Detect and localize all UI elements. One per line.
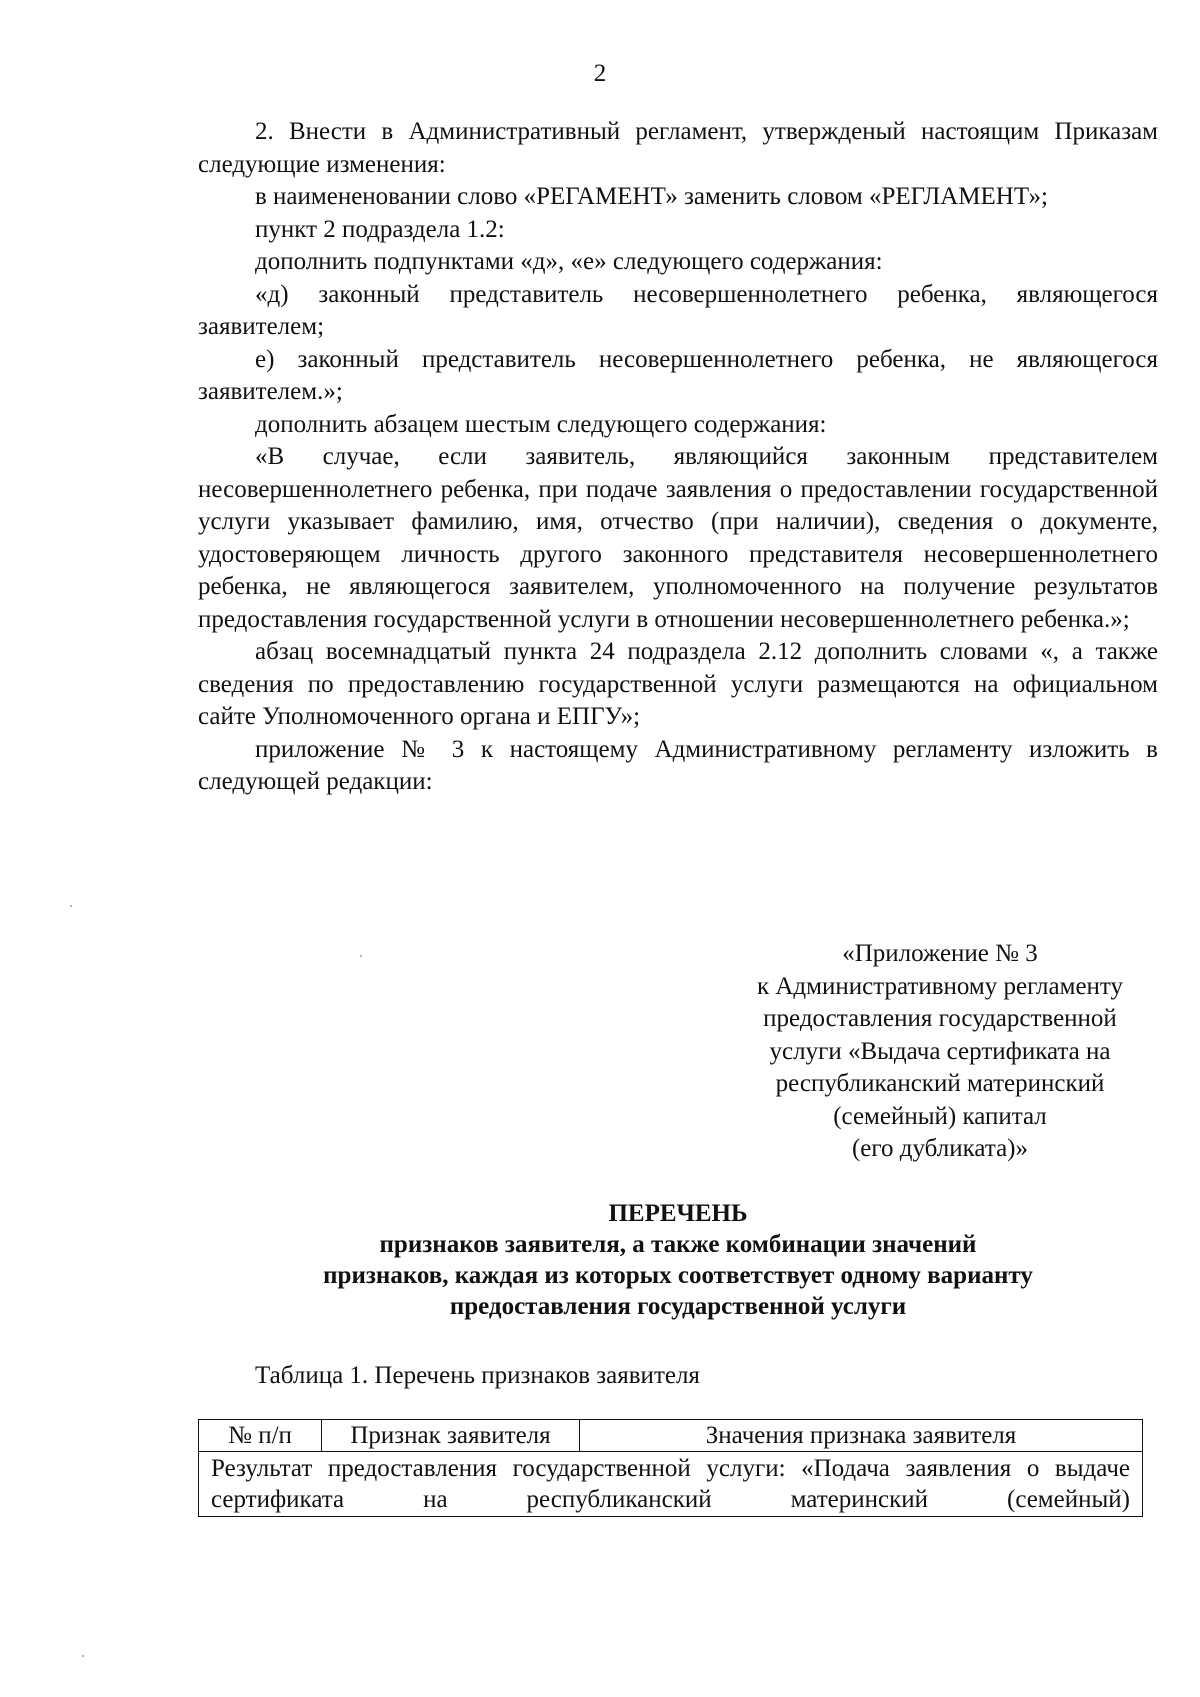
paragraph-quote: «В случае, если заявитель, являющийся законным представителем несовершеннолетнего ребенка, при подаче заявления о предоставлении государственной услуги указывает фамилию, имя, отчество (при наличии), сведения о документе, удостоверяющем личность другого законного представителя несовершеннолетнего ребенка, не являющегося заявителем, уполномоченного на получение результатов предоставления государственной услуги в отношении несовершеннолетнего ребенка.»; — [198, 443, 1158, 633]
heading-line: предоставления государственной услуги — [449, 1293, 907, 1320]
heading-title: ПЕРЕЧЕНЬ — [608, 1200, 748, 1227]
page-number: 2 — [593, 60, 607, 87]
appendix-line: «Приложение № 3 — [842, 940, 1038, 967]
paragraph-rename: в наимененовании слово «РЕГАМЕНТ» заменить словом «РЕГЛАМЕНТ»; — [255, 183, 1048, 210]
heading-line: признаков, каждая из которых соответствует одному варианту — [323, 1262, 1033, 1289]
appendix-header — [730, 938, 1150, 1166]
appendix-line: предоставления государственной — [763, 1005, 1117, 1032]
table-row — [199, 1452, 1143, 1517]
appendix-line: (семейный) капитал — [833, 1102, 1047, 1130]
applicant-features-table — [198, 1419, 1143, 1517]
scan-speck — [360, 955, 362, 957]
paragraph-add-sixth: дополнить абзацем шестым следующего содержания: — [255, 410, 827, 438]
list-heading — [198, 1198, 1158, 1322]
column-header-values: Значения признака заявителя — [580, 1420, 1143, 1452]
result-row-cell: Результат предоставления государственной услуги: «Подача заявления о выдаче сертификата на республиканский материнский (семейный) — [199, 1452, 1143, 1517]
appendix-line: (его дубликата)» — [851, 1135, 1028, 1162]
paragraph-appendix-3: приложение № 3 к настоящему Административному регламенту изложить в следующей редакции: — [198, 735, 1158, 795]
paragraph-point-2: пункт 2 подраздела 1.2: — [255, 215, 505, 243]
column-header-feature: Признак заявителя — [322, 1420, 580, 1452]
table-caption: Таблица 1. Перечень признаков заявителя — [255, 1362, 700, 1389]
heading-line: признаков заявителя, а также комбинации значений — [379, 1231, 977, 1258]
appendix-line: республиканский материнский — [775, 1070, 1105, 1097]
table-header-row — [199, 1420, 1143, 1452]
scan-speck — [70, 905, 72, 907]
paragraph-subpoint-d: «д) законный представитель несовершеннолетнего ребенка, являющегося заявителем; — [198, 280, 1158, 340]
scan-speck — [82, 1655, 84, 1657]
column-header-number: № п/п — [199, 1420, 322, 1452]
appendix-line: услуги «Выдача сертификата на — [769, 1037, 1111, 1065]
appendix-line: к Административному регламенту — [756, 972, 1124, 1000]
paragraph-add-subpoints: дополнить подпунктами «д», «е» следующего содержания: — [255, 248, 883, 275]
paragraph-item-2: 2. Внести в Административный регламент, утвержденый настоящим Приказам следующие изменения: — [198, 118, 1158, 178]
document-body — [198, 116, 1158, 799]
paragraph-subpoint-e: е) законный представитель несовершеннолетнего ребенка, не являющегося заявителем.»; — [198, 345, 1158, 405]
paragraph-eighteenth: абзац восемнадцатый пункта 24 подраздела 2.12 дополнить словами «, а также сведения по предоставлению государственной услуги размещаются на официальном сайте Уполномоченного органа и ЕПГУ»; — [198, 638, 1158, 730]
